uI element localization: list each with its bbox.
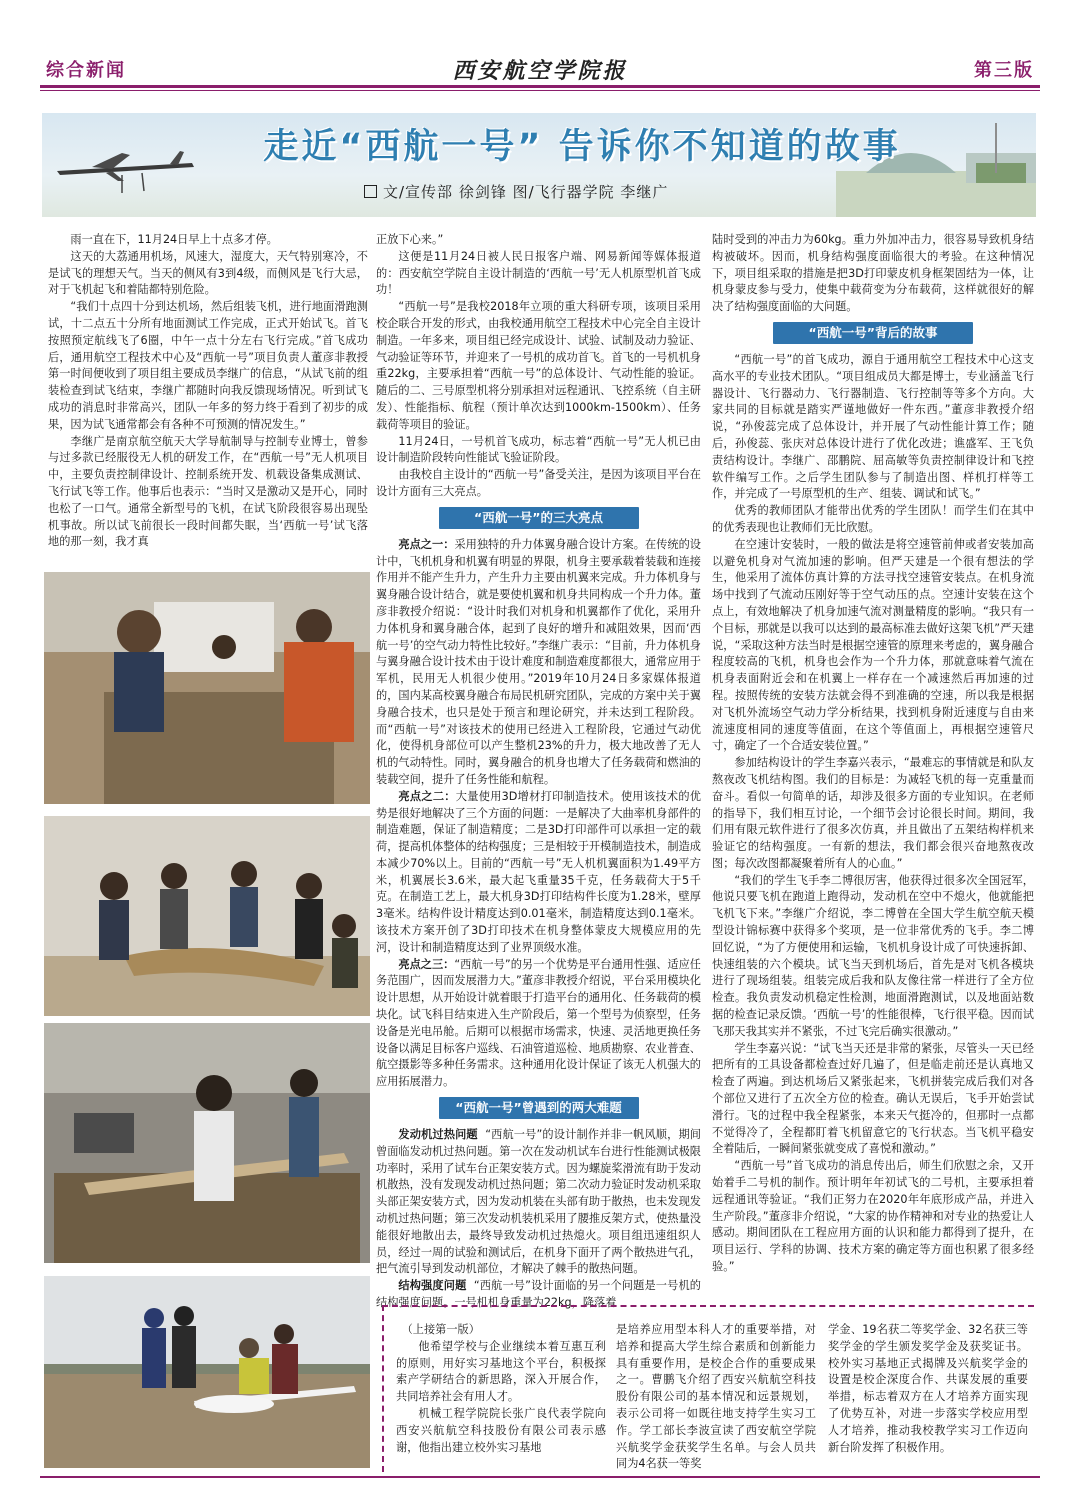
paragraph — [376, 957, 701, 1091]
paragraph: 由我校自主设计的“西航一号”备受关注，是因为该项目平台在设计方面有三大亮点。 — [376, 468, 701, 498]
continued-label: （上接第一版） — [401, 1323, 480, 1336]
paragraph: “西航一号”的首飞成功，源自于通用航空工程技术中心这支高水平的专业技术团队。“项目组成员大都是博士，专业涵盖飞行器设计、飞行器动力、飞行器制造、飞行控制等等多个方向。大家共同的目标就是踏实严谨地做好一件东西。”董彦非教授介绍说，“孙俊蕊完成了总体设计，并开展了气动性能计算工作；随后，孙俊蕊、张庆对总体设计进行了优化改进；谯盛军、王飞负责结构设计。李继广、邵鹏院、屈高敏等负责控制律设计和飞控软件编写工作。之后学生团队参与了制造出图、样机打样等工作，并完成了一号原型机的生产、组装、调试和试飞。” — [712, 352, 1034, 501]
byline — [364, 181, 668, 202]
paragraph — [376, 789, 701, 957]
paragraph — [376, 537, 701, 789]
paragraph: 11月24日，一号机首飞成功，标志着“西航一号”无人机已由设计制造阶段转向性能试飞验证阶段。 — [376, 434, 701, 465]
paragraph: 在空速计安装时，一般的做法是将空速管前伸或者安装加高以避免机身对气流加速的影响。但严天建是一个很有想法的学生，他采用了流体仿真计算的方法寻找空速管安装点。在机身流场中找到了气流动压刚好等于空气动压的点。空速计安装在这个点上，有效地解决了机身加速气流对测量精度的影响。“我只有一个目标，那就是以我可以达到的最高标准去做好这架飞机”严天建说，“采取这种方法当时是根据空速管的原理来考虑的，翼身融合程度较高的飞机，机身也会作为一个升力体，那就意味着气流在机身表面附近会和在机翼上一样存在一个减速然后再加速的过程。按照传统的安装方法就会得不到准确的空速，所以我是根据对飞机外流场空气动力学分析结果，找到机身附近速度与自由来流速度相同的速度等值面，在这个等值面上，再根据空速管尺寸，确定了一个合适安装位置。” — [712, 537, 1034, 753]
continued-column-2 — [616, 1322, 816, 1473]
problem-label: 结构强度问题 — [398, 1279, 467, 1293]
page-number: 第三版 — [974, 60, 1034, 81]
paragraph: 这天的大荔通用机场，风速大，湿度大，天气特别寒冷，不是试飞的理想天气。当天的侧风有3到4级，而侧风是飞行大忌，对于飞机起飞和着陆都特别危险。 — [48, 249, 368, 297]
photo-assembly — [44, 1023, 370, 1263]
top-rule — [40, 85, 1040, 88]
paragraph: 这便是11月24日被人民日报客户端、网易新闻等媒体报道的：西安航空学院自主设计制造的‘西航一号’无人机原型机首飞成功！ — [376, 249, 701, 297]
paragraph: 李继广是南京航空航天大学导航制导与控制专业博士，曾参与过多款已经服役无人机的研发工作，在“西航一号”无人机项目中，主要负责控制律设计、控制系统开发、机载设备集成测试、飞行试飞等工作。他事后也表示：“当时又是激动又是开心，同时也松了一口气。通常全新型号的飞机，在试飞阶段很容易出现坠机事故。所以试飞前很长一段时间都失眠，当‘西航一号’试飞落地的那一刻，我才真 — [48, 434, 368, 549]
column-1 — [48, 232, 368, 551]
paragraph-text: “西航一号”设计面临的另一个问题是一号机的结构强度问题。一号机机身重量为22kg，降落着 — [376, 1279, 701, 1310]
column-3 — [712, 232, 1034, 1276]
paragraph: 陆时受到的冲击力为60kg。重力外加冲击力，很容易导致机身结构被破坏。因而，机身结构强度面临很大的考验。在这种情况下，项目组采取的措施是把3D打印蒙皮机身框架固结为一体，让机身蒙皮参与受力，使集中载荷变为分布载荷，这样就很好的解决了结构强度面临的大问题。 — [712, 233, 1034, 314]
paragraph: 是培养应用型本科人才的重要举措，对培养和提高大学生综合素质和创新能力具有重要作用，是校企合作的重要成果之一。曹鹏飞介绍了西安兴航航空科技股份有限公司的基本情况和远景规划，表示公司将一如既往地支持学生实习工作。学工部长李波宣读了西安航空学院兴航奖学金获奖学生名单。与会人员共同为4名获一等奖 — [616, 1323, 816, 1471]
paper-name: 西安航空学院报 — [452, 58, 628, 84]
article-banner — [42, 113, 1036, 217]
paragraph: 机械工程学院院长张广良代表学院向西安兴航航空科技股份有限公司表示感谢，他指出建立校外实习基地 — [396, 1406, 606, 1454]
photo-field-test — [44, 1276, 370, 1468]
paragraph-text: 大量使用3D增材打印制造技术。使用该技术的优势是很好地解决了三个方面的问题：一是解决了大曲率机身部件的制造难题，保证了制造精度；二是3D打印部件可以承担一定的载荷，提高机体整体的结构强度；三是相较于开模制造技术，制造成本减少70%以上。目前的“西航一号”无人机机翼面积为1.49平方米，机翼展长3.6米，最大起飞重量35千克，任务载荷大于5千克。在制造工艺上，最大机身3D打印结构件长度为1.28米，壁厚3毫米。结构件设计精度达到0.01毫米，制造精度达到0.1毫米。该技术方案开创了3D打印技术在机身整体蒙皮大规模应用的先河，设计和制造精度达到了业界顶级水准。 — [376, 789, 701, 954]
paragraph: 优秀的教师团队才能带出优秀的学生团队！而学生们在其中的优秀表现也让教师们无比欣慰。 — [712, 504, 1034, 534]
paragraph-text: 采用独特的升力体翼身融合设计方案。在传统的设计中，飞机机身和机翼有明显的界限，机身主要承载着装载和连接作用并不能产生升力，产生升力主要由机翼来完成。升力体机身与翼身融合设计结合，就是要使机翼和机身共同构成一个升力体。董彦非教授介绍说：“设计时我们对机身和机翼都作了优化，采用升力体机身和翼身融合体，起到了良好的增升和减阻效果，因而‘西航一号’的空气动力特性比较好。”李继广表示：“目前，升力体机身与翼身融合设计技术由于设计难度和制造难度都很大，通常应用于军机，民用无人机很少使用。”2019年10月24日多家媒体报道的，国内某高校翼身融合布局民机研究团队，完成的方案中关于翼身融合技术，也只是处于预言和理论研究，并未达到工程阶段。而“西航一号”对该技术的使用已经进入工程阶段，它通过气动优化，使得机身部位可以产生整机23%的升力，极大地改善了无人机的气动特性。同时，翼身融合的机身也增大了任务载荷和燃油的装载空间，提升了任务性能和航程。 — [376, 537, 701, 786]
paragraph: “我们的学生飞手李二博很厉害，他获得过很多次全国冠军，他说只要飞机在跑道上跑得动，发动机在空中不熄火，他就能把飞机飞下来。”李继广介绍说，李二博曾在全国大学生航空航天模型设计锦标赛中获得多个奖项，是一位非常优秀的飞手。李二博回忆说，“为了方便使用和运输，飞机机身设计成了可快速拆卸、快速组装的六个模块。试飞当天到机场后，首先是对飞机各模块进行了现场组装。组装完成后我和队友像往常一样进行了全方位检查。我负责发动机稳定性检测，地面滑跑测试，以及地面站数据的检查记录反馈。‘西航一号’的性能很棒，飞行很平稳。因而试飞那天我其实并不紧张，不过飞完后确实很激动。” — [712, 873, 1034, 1038]
bottom-rule — [40, 1476, 1040, 1478]
masthead — [40, 52, 1040, 82]
highlight-label: 亮点之二： — [398, 789, 456, 803]
highlight-label: 亮点之一： — [398, 537, 455, 551]
paragraph: “西航一号”首飞成功的消息传出后，师生们欣慰之余，又开始着手二号机的制作。预计明年年初试飞的二号机，主要承担着远程通讯等验证。“我们正努力在2020年年底形成产品，并进入生产阶段。”董彦非介绍说，“大家的协作精神和对专业的热爱让人感动。期间团队在工程应用方面的认识和能力都得到了提升，在项目运行、学科的协调、技术方案的确定等方面也积累了很多经验。” — [712, 1159, 1034, 1274]
paragraph: “西航一号”是我校2018年立项的重大科研专项，该项目采用校企联合开发的形式，由我校通用航空工程技术中心完全自主设计制造。一年多来，项目组已经完成设计、试验、试制及动力验证、气动验证等环节，并迎来了一号机的成功首飞。首飞的一号机机身重22kg，主要承担着“西航一号”的总体设计、气动性能的验证。随后的二、三号原型机将分别承担对远程通讯、飞控系统（自主研发）、性能指标、航程（预计单次达到1000km-1500km）、任务载荷等项目的验证。 — [376, 300, 701, 431]
paragraph: 正放下心来。” — [376, 233, 444, 246]
paragraph-text: “西航一号”的另一个优势是平台通用性强、适应任务范围广，因而发展潜力大。”董彦非教授介绍说，平台采用模块化设计思想，从开始设计就着眼于打造平台的通用化、任务载荷的模块化。试飞科目结束进入生产阶段后，第一个型号为侦察型，任务设备是光电吊舱。后期可以根据市场需求，快速、灵活地更换任务设备以满足目标客户巡线、石油管道巡检、地质勘察、农业普查、航空摄影等多种任务需求。这种通用化设计保证了该无人机强大的应用拓展潜力。 — [376, 957, 701, 1089]
section-name: 综合新闻 — [46, 60, 126, 81]
subhead-story: “西航一号”背后的故事 — [773, 322, 973, 344]
paragraph-text: “西航一号”的设计制作并非一帆风顺，期间曾面临发动机过热问题。第一次在发动机试车台进行性能测试极限功率时，采用了试车台正架安装方式。因为螺旋桨滑流有助于发动机散热，没有发现发动机过热问题；第二次动力验证时发动机采取头部正架安装方式，因为发动机装在头部有助于散热，也未发现发动机过热问题；第三次发动机装机采用了腰推反架方式，使热量没能很好地散出去，最终导致发动机过热熄火。项目组迅速组织人员，经过一周的试验和测试后，在机身下面开了两个散热进气孔，把气流引导到发动机部位，才解决了棘手的散热问题。 — [376, 1128, 701, 1276]
top-rule-thin — [40, 90, 1040, 91]
column-2 — [376, 232, 701, 1312]
byline-text: 文/宣传部 徐剑锋 图/飞行器学院 李继广 — [383, 183, 669, 201]
problem-label: 发动机过热问题 — [398, 1128, 478, 1142]
paragraph: 他希望学校与企业继续本着互惠互利的原则，用好实习基地这个平台，积极探索产学研结合的新思路，深入开展合作，共同培养社会有用人才。 — [396, 1339, 606, 1404]
photo-model-review — [44, 816, 370, 1016]
paragraph: 雨一直在下，11月24日早上十点多才停。 — [70, 233, 278, 246]
article-title: 走近“西航一号” 告诉你不知道的故事 — [263, 127, 901, 167]
paragraph: “我们十点四十分到达机场，然后组装飞机，进行地面滑跑测试，十二点五十分所有地面测试工作完成，正式开始试飞。首飞按照预定航线飞了6圈，中午一点十分左右飞行完成。”首飞成功后，通用航空工程技术中心及“西航一号”项目负责人董彦非教授第一时间便收到了项目组主要成员李继广的信息，“从试飞前的组装检查到试飞结束，李继广都随时向我反馈现场情况。听到试飞成功的消息时非常高兴，团队一年多的努力终于看到了初步的成果，因为试飞通常都会有各种不可预测的情况发生。” — [48, 300, 368, 431]
subhead-highlights: “西航一号”的三大亮点 — [439, 507, 639, 529]
continued-column-1 — [396, 1322, 606, 1456]
highlight-label: 亮点之三： — [398, 957, 455, 971]
byline-box-icon — [364, 185, 377, 198]
paragraph: 参加结构设计的学生李嘉兴表示，“最难忘的事情就是和队友熬夜改飞机结构图。我们的目标是：为减轻飞机的每一克重量而奋斗。看似一句简单的话，却涉及很多方面的专业知识。在老师的指导下，我们相互讨论，一个细节会讨论很长时间。期间，我们用有限元软件进行了很多次仿真，并且做出了五架结构样机来验证它的结构强度。一有新的想法，我们都会很兴奋地熬夜改图；每次改图都凝聚着所有人的心血。” — [712, 756, 1034, 870]
paragraph — [376, 1127, 701, 1278]
continued-column-3 — [828, 1322, 1028, 1456]
photo-workshop — [44, 572, 370, 804]
subhead-difficulties: “西航一号”曾遇到的两大难题 — [439, 1097, 639, 1119]
paragraph: 学生李嘉兴说：“试飞当天还是非常的紧张，尽管头一天已经把所有的工具设备都检查过好几遍了，但是临走前还是认真地又检查了两遍。到达机场后又紧张起来，飞机拼装完成后我们对各个部位又进行了五次全方位的检查。确认无误后，飞手开始尝试滑行。飞的过程中我全程紧张，本来天气挺冷的，但那时一点都不觉得冷了，全程都盯着飞机留意它的飞行状态。当飞机平稳安全着陆后，一瞬间紧张就变成了喜悦和激动。” — [712, 1041, 1034, 1156]
paragraph: 学金、19名获二等奖学金、32名获三等奖学金的学生颁发奖学金及获奖证书。校外实习基地正式揭牌及兴航奖学金的设置是校企深度合作、共谋发展的重要举措，标志着双方在人才培养方面实现了优势互补，对进一步落实学校应用型人才培养，推动我校教学实习工作迈向新台阶发挥了积极作用。 — [828, 1323, 1028, 1454]
